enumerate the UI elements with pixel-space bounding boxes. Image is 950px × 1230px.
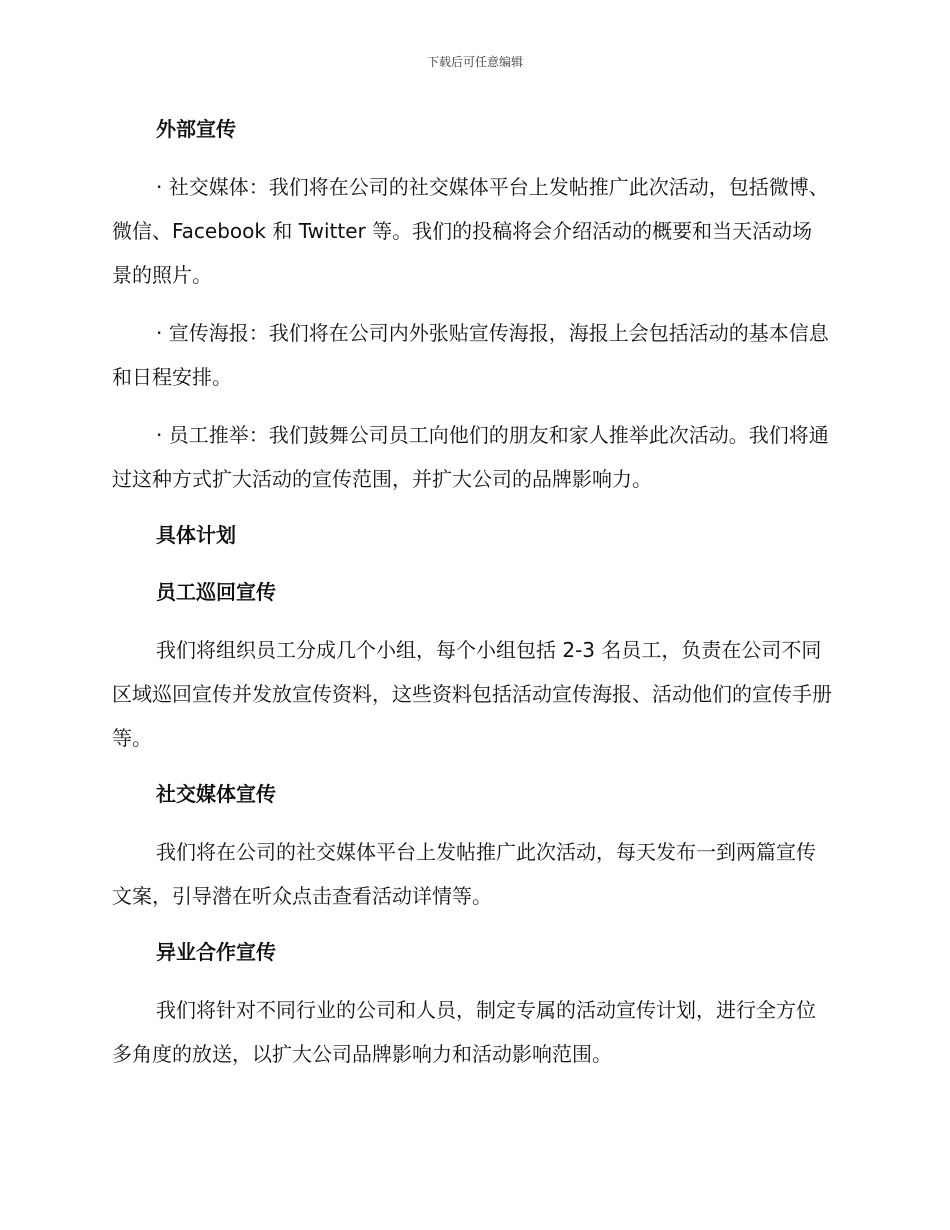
document-body <box>112 109 832 1076</box>
paragraph-crossover-publicity: 我们将针对不同行业的公司和人员，制定专属的活动宣传计划，进行全方位多角度的放送，以扩大公司品牌影响力和活动影响范围。 <box>112 998 816 1066</box>
heading-employee-roadshow: 员工巡回宣传 <box>156 580 276 604</box>
heading-specific-plan: 具体计划 <box>156 523 236 547</box>
heading-social-media-publicity: 社交媒体宣传 <box>156 782 276 806</box>
bullet-poster: · 宣传海报：我们将在公司内外张贴宣传海报，海报上会包括活动的基本信息和日程安排。 <box>112 321 829 389</box>
heading-external-publicity: 外部宣传 <box>156 117 236 141</box>
heading-crossover-publicity: 异业合作宣传 <box>156 940 276 964</box>
page-header-note: 下载后可任意编辑 <box>426 55 523 69</box>
bullet-employee-referral: · 员工推举：我们鼓舞公司员工向他们的朋友和家人推举此次活动。我们将通过这种方式扩大活动的宣传范围，并扩大公司的品牌影响力。 <box>112 423 829 491</box>
paragraph-employee-roadshow: 我们将组织员工分成几个小组，每个小组包括 2-3 名员工，负责在公司不同区域巡回宣传并发放宣传资料，这些资料包括活动宣传海报、活动他们的宣传手册等。 <box>112 638 832 750</box>
paragraph-social-media-publicity: 我们将在公司的社交媒体平台上发帖推广此次活动，每天发布一到两篇宣传文案，引导潜在听众点击查看活动详情等。 <box>112 840 816 908</box>
bullet-social-media: · 社交媒体：我们将在公司的社交媒体平台上发帖推广此次活动，包括微博、微信、Facebook 和 Twitter 等。我们的投稿将会介绍活动的概要和当天活动场景的照片。 <box>112 175 829 287</box>
